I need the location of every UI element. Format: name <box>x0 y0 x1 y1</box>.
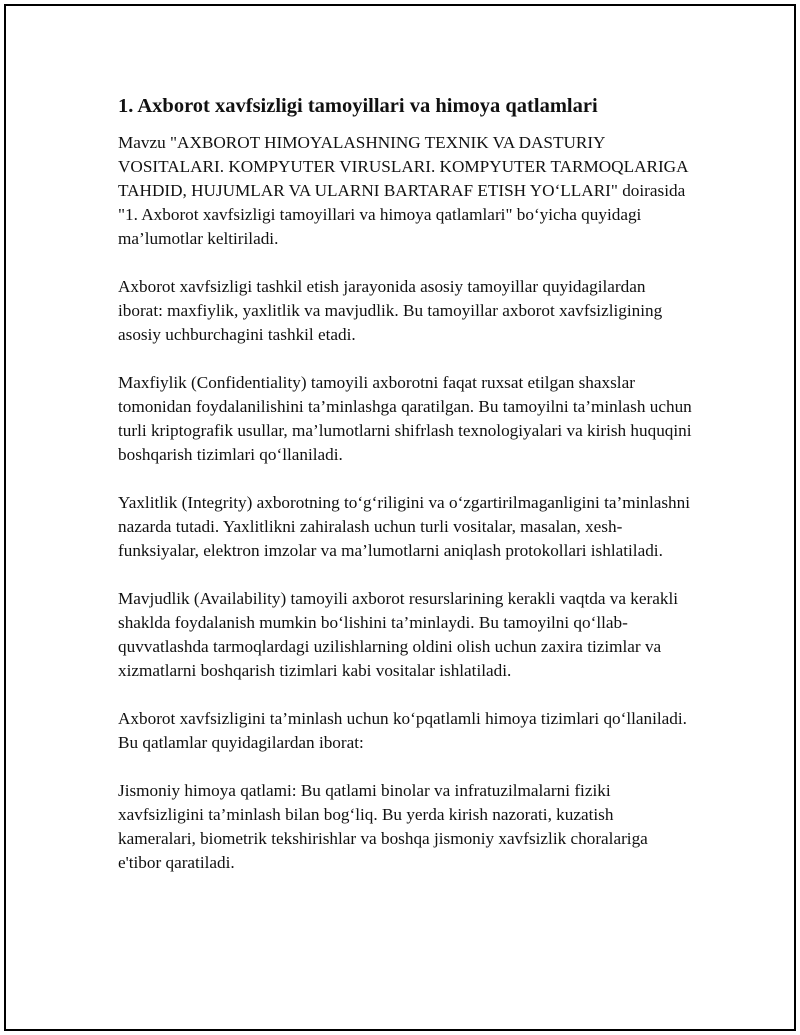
document-title: 1. Axborot xavfsizligi tamoyillari va himoya qatlamlari <box>118 95 598 117</box>
paragraph-confidentiality: Maxfiylik (Confidentiality) tamoyili axborotni faqat ruxsat etilgan shaxslar tomonidan foydalanilishini ta’minlashga qaratilgan. Bu tamoyilni ta’minlash uchun turli kriptografik usullar, ma’lumotlarni shifrlash texnologiyalari va kirish huquqini boshqarish tizimlari qo‘llaniladi. <box>118 373 692 464</box>
document-body <box>118 93 693 899</box>
paragraph-physical-layer: Jismoniy himoya qatlami: Bu qatlami binolar va infratuzilmalarni fiziki xavfsizligini ta’minlash bilan bog‘liq. Bu yerda kirish nazorati, kuzatish kameralari, biometrik tekshirishlar va boshqa jismoniy xavfsizlik choralariga e'tibor qaratiladi. <box>118 781 648 872</box>
paragraph-principles: Axborot xavfsizligi tashkil etish jarayonida asosiy tamoyillar quyidagilardan iborat: maxfiylik, yaxlitlik va mavjudlik. Bu tamoyillar axborot xavfsizligining asosiy uchburchagini tashkil etadi. <box>118 277 663 344</box>
paragraph-integrity: Yaxlitlik (Integrity) axborotning to‘g‘riligini va o‘zgartirilmaganligini ta’minlashni nazarda tutadi. Yaxlitlikni zahiralash uchun turli vositalar, masalan, xesh-funksiyalar, elektron imzolar va ma’lumotlarni aniqlash protokollari ishlatiladi. <box>118 493 691 560</box>
paragraph-availability: Mavjudlik (Availability) tamoyili axborot resurslarining kerakli vaqtda va kerakli shaklda foydalanish mumkin bo‘lishini ta’minlaydi. Bu tamoyilni qo‘llab-quvvatlashda tarmoqlardagi uzilishlarning oldini olish uchun zaxira tizimlar va xizmatlarni boshqarish tizimlari kabi vositalar ishlatiladi. <box>118 589 679 680</box>
paragraph-intro: Mavzu "AXBOROT HIMOYALASHNING TEXNIK VA DASTURIY VOSITALARI. KOMPYUTER VIRUSLARI. KOMPYUTER TARMOQLARIGA TAHDID, HUJUMLAR VA ULARNI BARTARAF ETISH YO‘LLARI" doirasida "1. Axborot xavfsizligi tamoyillari va himoya qatlamlari" bo‘yicha quyidagi ma’lumotlar keltiriladi. <box>118 133 688 248</box>
paragraph-layers: Axborot xavfsizligini ta’minlash uchun ko‘pqatlamli himoya tizimlari qo‘llaniladi. Bu qatlamlar quyidagilardan iborat: <box>118 709 687 752</box>
